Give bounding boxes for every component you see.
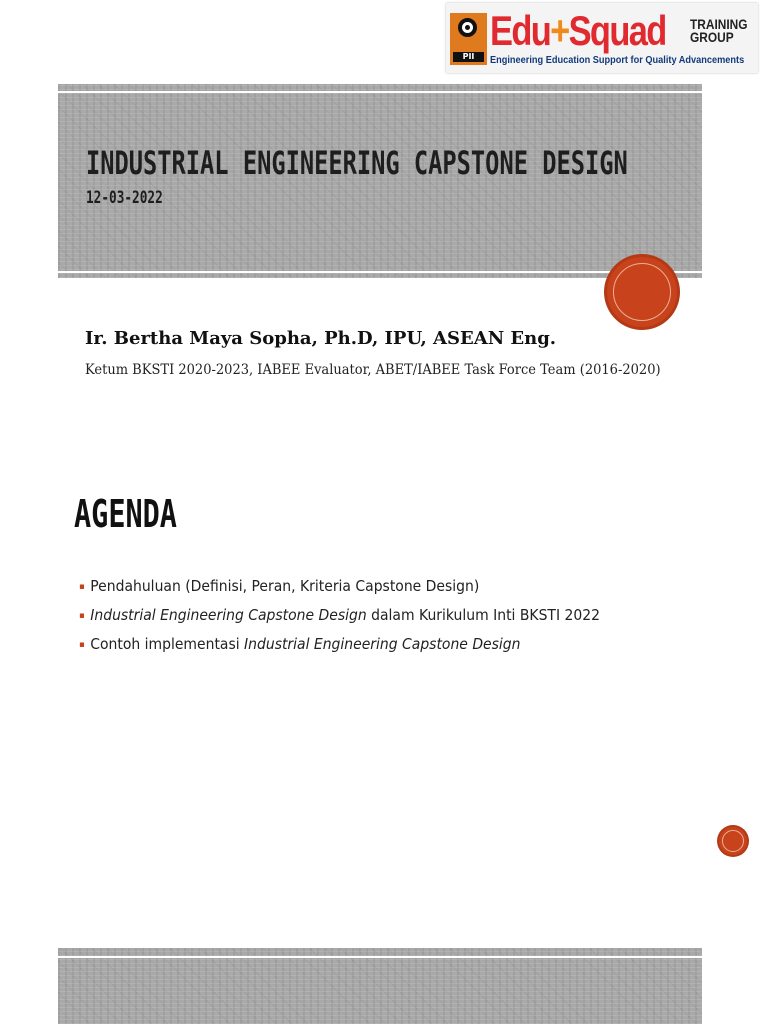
logo-brand-plus: + [550, 7, 569, 54]
decorative-circle-small [719, 827, 747, 855]
slide-date: 12-03-2022 [86, 188, 163, 208]
bullet-icon: ▪ [79, 611, 85, 621]
list-item [79, 630, 600, 659]
pii-emblem-icon [450, 13, 487, 65]
edusquad-logo [446, 3, 758, 73]
agenda-item-text: Pendahuluan (Definisi, Peran, Kriteria Capstone Design) [90, 577, 480, 595]
presenter-name: Ir. Bertha Maya Sopha, Ph.D, IPU, ASEAN Eng. [85, 328, 557, 349]
agenda-list [79, 572, 639, 659]
logo-training-group: TRAINING GROUP [690, 16, 748, 45]
bullet-icon: ▪ [79, 640, 85, 650]
list-item [79, 572, 600, 601]
logo-tagline: Engineering Education Support for Quality Advancements [490, 55, 745, 66]
agenda-item-italic: Industrial Engineering Capstone Design [90, 606, 367, 624]
agenda-item-text: dalam Kurikulum Inti BKSTI 2022 [366, 606, 601, 624]
logo-brand [490, 9, 666, 53]
next-slide-band [58, 948, 702, 1024]
agenda-item-italic: Industrial Engineering Capstone Design [244, 635, 521, 653]
band-divider-bottom [58, 271, 702, 273]
logo-brand-edu: Edu [490, 7, 551, 54]
agenda-item-text: Contoh implementasi [90, 635, 245, 653]
agenda-heading: AGENDA [74, 492, 177, 536]
bullet-icon: ▪ [79, 582, 85, 592]
slide-title: INDUSTRIAL ENGINEERING CAPSTONE DESIGN [86, 144, 628, 182]
list-item [79, 601, 600, 630]
pii-label: PII [453, 52, 484, 62]
band-divider-top [58, 956, 702, 958]
band-divider-top [58, 91, 702, 93]
presenter-role: Ketum BKSTI 2020-2023, IABEE Evaluator, ABET/IABEE Task Force Team (2016-2020) [85, 362, 661, 378]
logo-brand-squad: Squad [568, 7, 666, 54]
decorative-circle-large [607, 257, 677, 327]
